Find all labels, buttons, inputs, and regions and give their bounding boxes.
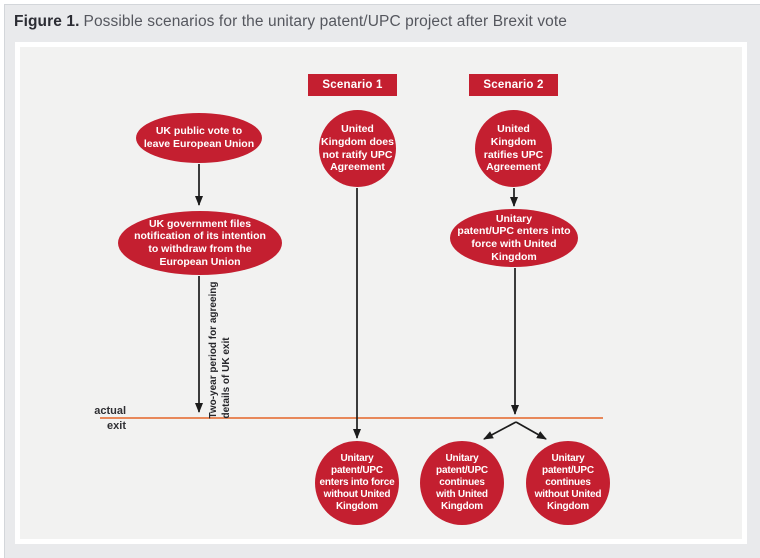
node-uk-public-vote: UK public vote to leave European Union [136, 113, 262, 163]
arrow-fork-left [484, 422, 516, 439]
node-uk-ratifies: United Kingdom ratifies UPC Agreement [475, 110, 552, 187]
scenario-1-label: Scenario 1 [308, 74, 397, 96]
node-upc-force-without-uk: Unitary patent/UPC enters into force without United Kingdom [315, 441, 399, 525]
figure-caption-label: Figure 1. [14, 13, 80, 30]
actual-exit-label-bottom: exit [107, 420, 126, 432]
scenario-2-label: Scenario 2 [469, 74, 558, 96]
node-upc-continues-with-uk: Unitary patent/UPC continues with United Kingdom [420, 441, 504, 525]
actual-exit-label-top: actual [94, 405, 126, 417]
node-upc-force-with-uk: Unitary patent/UPC enters into force with United Kingdom [450, 209, 578, 267]
node-uk-notification-withdraw: UK government files notification of its intention to withdraw from the European Union [118, 211, 282, 275]
arrow-fork-right [516, 422, 546, 439]
node-uk-does-not-ratify: United Kingdom does not ratify UPC Agreement [319, 110, 396, 187]
node-upc-continues-without-uk: Unitary patent/UPC continues without United Kingdom [526, 441, 610, 525]
figure-caption-text: Possible scenarios for the unitary patent/UPC project after Brexit vote [83, 13, 568, 30]
two-year-period-label: Two-year period for agreeing details of UK exit [208, 281, 232, 419]
